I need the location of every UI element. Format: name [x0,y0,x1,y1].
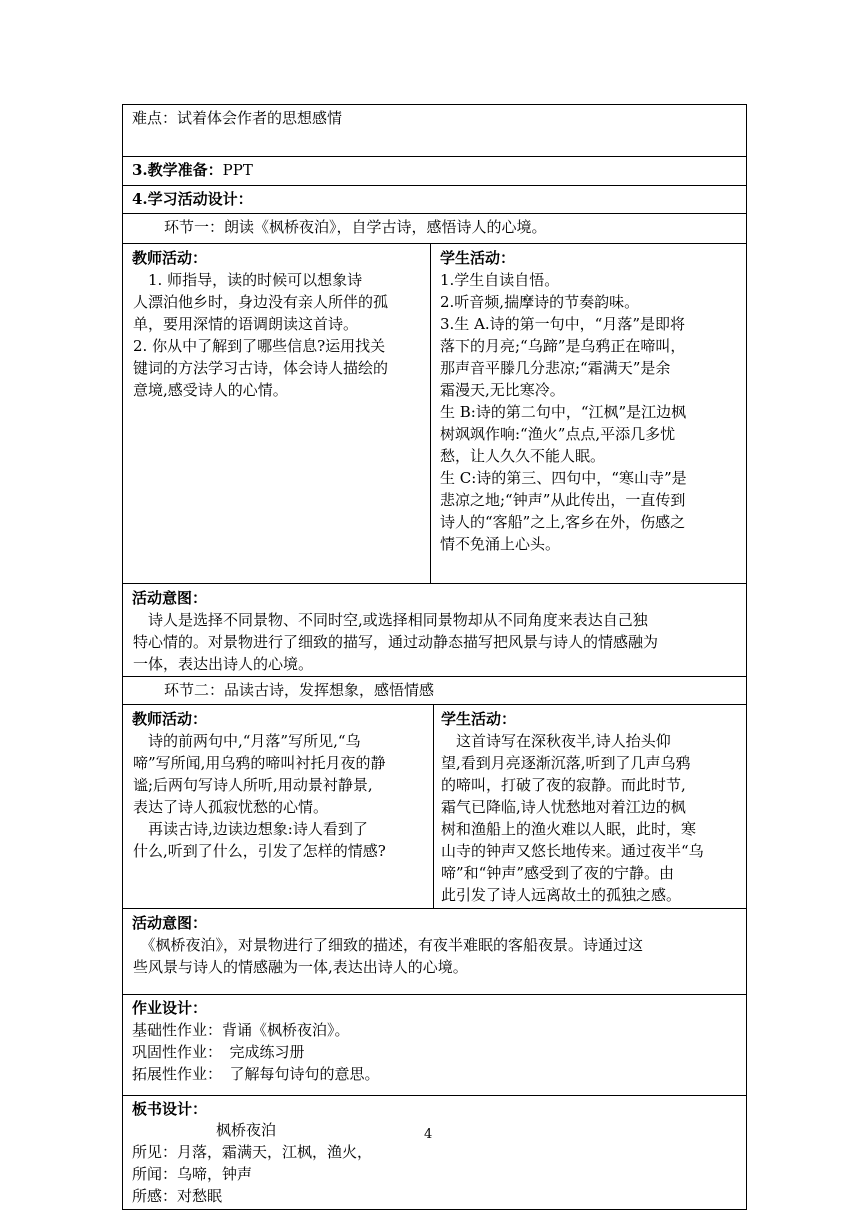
rule-prep-top [122,156,747,157]
rule-stage2-top [122,676,747,677]
stage1-student-label: 学生活动： [440,249,516,267]
rule-stage1-top [122,213,747,214]
text-line: 什么,听到了什么，引发了怎样的情感? [133,842,386,860]
rule-stage1-mid [430,243,431,584]
text-line: 落下的月亮;“乌蹄”是乌鸦正在啼叫， [440,337,686,355]
stage1-intent-label: 活动意图： [132,589,208,607]
text-line: 特心情的。对景物进行了细致的描写，通过动静态描写把风景与诗人的情感融为 [133,633,659,651]
stage2-student-label: 学生活动： [441,710,517,728]
text-line: 霜气已降临,诗人忧愁地对着江边的枫 [441,798,686,816]
rule-design-top [122,185,747,186]
text-line: 那声音平滕几分悲凉;“霜满天”是余 [440,359,671,377]
preparation-text: PPT [222,161,253,179]
stage2-intent-label: 活动意图： [132,914,208,932]
difficulty-row [132,107,342,129]
text-line: 一体，表达出诗人的心境。 [133,655,314,673]
text-line: 2. 你从中了解到了哪些信息?运用找关 [133,337,386,355]
rule-board-top [122,1095,747,1096]
text-line: 些风景与诗人的情感融为一体,表达出诗人的心境。 [133,958,468,976]
difficulty-label: 难点： [132,109,178,127]
stage2-teacher-label: 教师活动： [132,710,208,728]
text-line: 《枫桥夜泊》，对景物进行了细致的描述，有夜半难眠的客船夜景。诗通过这 [133,936,644,954]
text-line: 诗的前两句中,“月落”写所见,“乌 [133,732,361,750]
stage1-teacher-label: 教师活动： [132,249,208,267]
text-line: 树飒飒作响:“渔火”点点,平添几多忧 [440,425,676,443]
text-line: 生 B:诗的第二句中，“江枫”是江边枫 [440,403,687,421]
board-line: 所闻：乌啼，钟声 [132,1165,253,1183]
text-line: 这首诗写在深秋夜半,诗人抬头仰 [441,732,671,750]
text-line: 啼”写所闻,用乌鸦的啼叫衬托月夜的静 [133,754,386,772]
text-line: 的啼叫，打破了夜的寂静。而此时节, [441,776,686,794]
rule-stage2-act-top [122,704,747,705]
text-line: 表达了诗人孤寂忧愁的心情。 [133,798,329,816]
board-label: 板书设计： [132,1100,208,1118]
homework-item: 拓展性作业： 了解每句诗句的意思。 [132,1065,380,1083]
text-line: 生 C:诗的第三、四句中，“寒山寺”是 [440,469,687,487]
text-line: 键词的方法学习古诗，体会诗人描绘的 [133,359,389,377]
text-line: 诗人的“客船”之上,客乡在外，伤感之 [440,513,686,531]
text-line: 愁，让人久久不能人眠。 [440,447,606,465]
text-line: 3.生 A.诗的第一句中，“月落”是即将 [440,315,686,333]
rule-right [746,104,747,1210]
stage2-title: 环节二：品读古诗，发挥想象，感悟情感 [164,681,435,699]
homework-label: 作业设计： [132,999,208,1017]
text-line: 此引发了诗人远离故土的孤独之感。 [441,886,682,904]
rule-stage2-act-bottom [122,908,747,909]
board-title: 枫桥夜泊 [216,1121,277,1139]
difficulty-text: 试着体会作者的思想感情 [177,109,343,127]
text-line: 谧;后两句写诗人所听,用动景衬静景, [133,776,373,794]
rule-bottom [122,1209,747,1210]
rule-left [122,104,123,1210]
text-line: 山寺的钟声又悠长地传来。通过夜半“乌 [441,842,704,860]
board-line: 所见：月落，霜满天，江枫，渔火， [132,1143,373,1161]
text-line: 霜漫天,无比寒冷。 [440,381,565,399]
rule-stage1-act-top [122,243,747,244]
rule-stage2-mid [433,704,434,909]
preparation-row [132,159,253,181]
text-line: 意境,感受诗人的心情。 [133,381,288,399]
text-line: 人漂泊他乡时，身边没有亲人所伴的孤 [133,293,389,311]
text-line: 啼”和“钟声”感受到了夜的宁静。由 [441,864,675,882]
design-heading: 4.学习活动设计： [132,190,253,208]
text-line: 单，要用深情的语调朗读这首诗。 [133,315,359,333]
homework-item: 基础性作业：背诵《枫桥夜泊》。 [132,1021,350,1039]
stage1-title: 环节一：朗读《枫桥夜泊》，自学古诗，感悟诗人的心境。 [164,218,547,236]
text-line: 悲凉之地;“钟声”从此传出，一直传到 [440,491,686,509]
page-number: 4 [424,1127,433,1142]
homework-item: 巩固性作业： 完成练习册 [132,1043,305,1061]
text-line: 望,看到月亮逐渐沉落,听到了几声乌鸦 [441,754,691,772]
text-line: 1. 师指导，读的时候可以想象诗 [133,271,363,289]
text-line: 1.学生自读自悟。 [440,271,560,289]
text-line: 情不免涌上心头。 [440,535,561,553]
text-line: 2.听音频,揣摩诗的节奏韵味。 [440,293,640,311]
rule-homework-top [122,994,747,995]
rule-top [122,104,747,105]
board-line: 所感：对愁眠 [132,1187,223,1205]
text-line: 诗人是选择不同景物、不同时空,或选择相同景物却从不同角度来表达自己独 [133,611,648,629]
rule-stage1-act-bottom [122,583,747,584]
text-line: 再读古诗,边读边想象:诗人看到了 [133,820,368,838]
preparation-label: 3.教学准备： [132,161,223,179]
text-line: 树和渔船上的渔火难以人眠，此时，寒 [441,820,697,838]
